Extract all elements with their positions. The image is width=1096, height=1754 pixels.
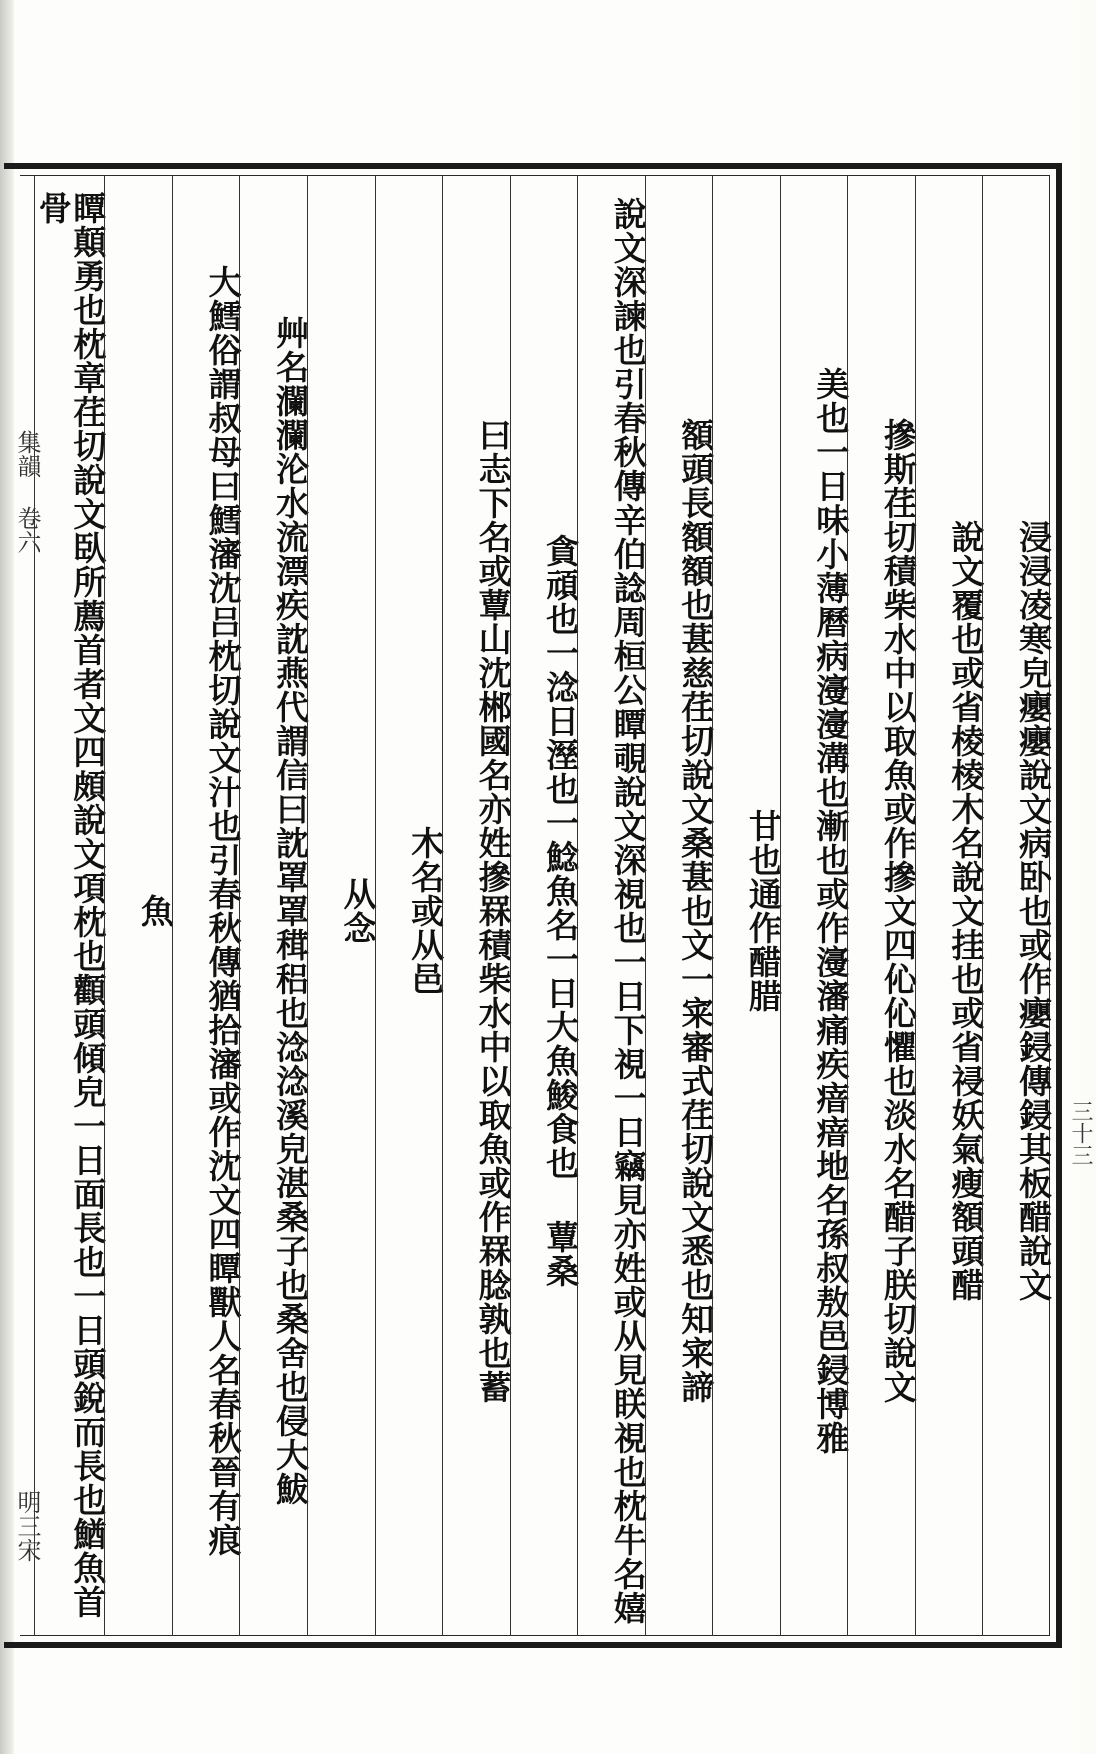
page-number: 三十三 (1068, 1100, 1093, 1166)
column-text: 浸浸凌寒皃癭癭說文病卧也或作癭鋟傳鋟其板醋說文 (1014, 519, 1053, 1302)
margin-folio: 明三宋 (13, 1490, 41, 1562)
text-column (172, 175, 243, 1636)
column-text: 从念 (338, 876, 378, 945)
text-column (442, 175, 513, 1636)
column-text: 魚 (135, 893, 175, 928)
text-column (847, 175, 918, 1636)
column-text: 摻斯荏切積柴水中以取魚或作摻文四伈伈懼也淡水名醋子朕切說文 (878, 417, 918, 1404)
text-column (982, 175, 1053, 1636)
text-column (645, 175, 716, 1636)
text-column (915, 175, 986, 1636)
column-text: 說文覆也或省棱棱木名說文挂也或省祲妖氣瘦額頭醋 (946, 519, 986, 1302)
column-text: 貪頑也一淰日溼也一鯰魚名一日大魚鮻食也 蕈桑 (541, 533, 581, 1288)
text-column (104, 175, 175, 1636)
text-column (33, 175, 108, 1636)
text-column (780, 175, 851, 1636)
column-text: 木名或从邑 (406, 825, 446, 996)
text-column (375, 175, 446, 1636)
column-text: 美也一日味小薄曆病濅濅溝也漸也或作濅瀋痛疾瘖瘖地名孫叔敖邑鋟博雅 (811, 366, 851, 1455)
left-margin (8, 430, 41, 1660)
text-column (577, 175, 648, 1636)
column-text: 艸名瀾瀾沦水流漂疾訦燕代謂信曰訦罩罩穁稆也淰淰溪皃湛桑子也桑舍也侵大鮁 (270, 315, 310, 1506)
column-text: 大鱈俗謂叔母曰鱈瀋沈吕枕切說文汁也引春秋傳猶拾瀋或作沈文四瞫獸人名春秋晉有痕 (203, 264, 243, 1557)
column-text: 瞫顛勇也枕章荏切說文臥所薦首者文四頗說文項枕也顴頭傾皃一日面長也一日頭銳而長也鰌魚首骨 (33, 190, 108, 1619)
margin-title: 集韻 卷六 (13, 430, 41, 554)
text-column (239, 175, 310, 1636)
column-text: 甘也通作醋腊 (743, 808, 783, 1013)
text-columns (33, 175, 1053, 1636)
column-text: 曰志下名或蕈山沈郴國名亦姓摻罧積柴水中以取魚或作罧腍孰也蓄 (473, 417, 513, 1404)
column-text: 額頭長額額也葚慈荏切說文桑葚也文一宷審式荏切說文悉也知宷諦 (676, 417, 716, 1404)
column-text: 說文深諫也引春秋傳辛伯諗周桓公瞫覗說文深視也一日下視一日竊見亦姓或从見眹視也枕牛名嬉 (608, 196, 648, 1625)
text-column (510, 175, 581, 1636)
text-column (307, 175, 378, 1636)
text-column (712, 175, 783, 1636)
